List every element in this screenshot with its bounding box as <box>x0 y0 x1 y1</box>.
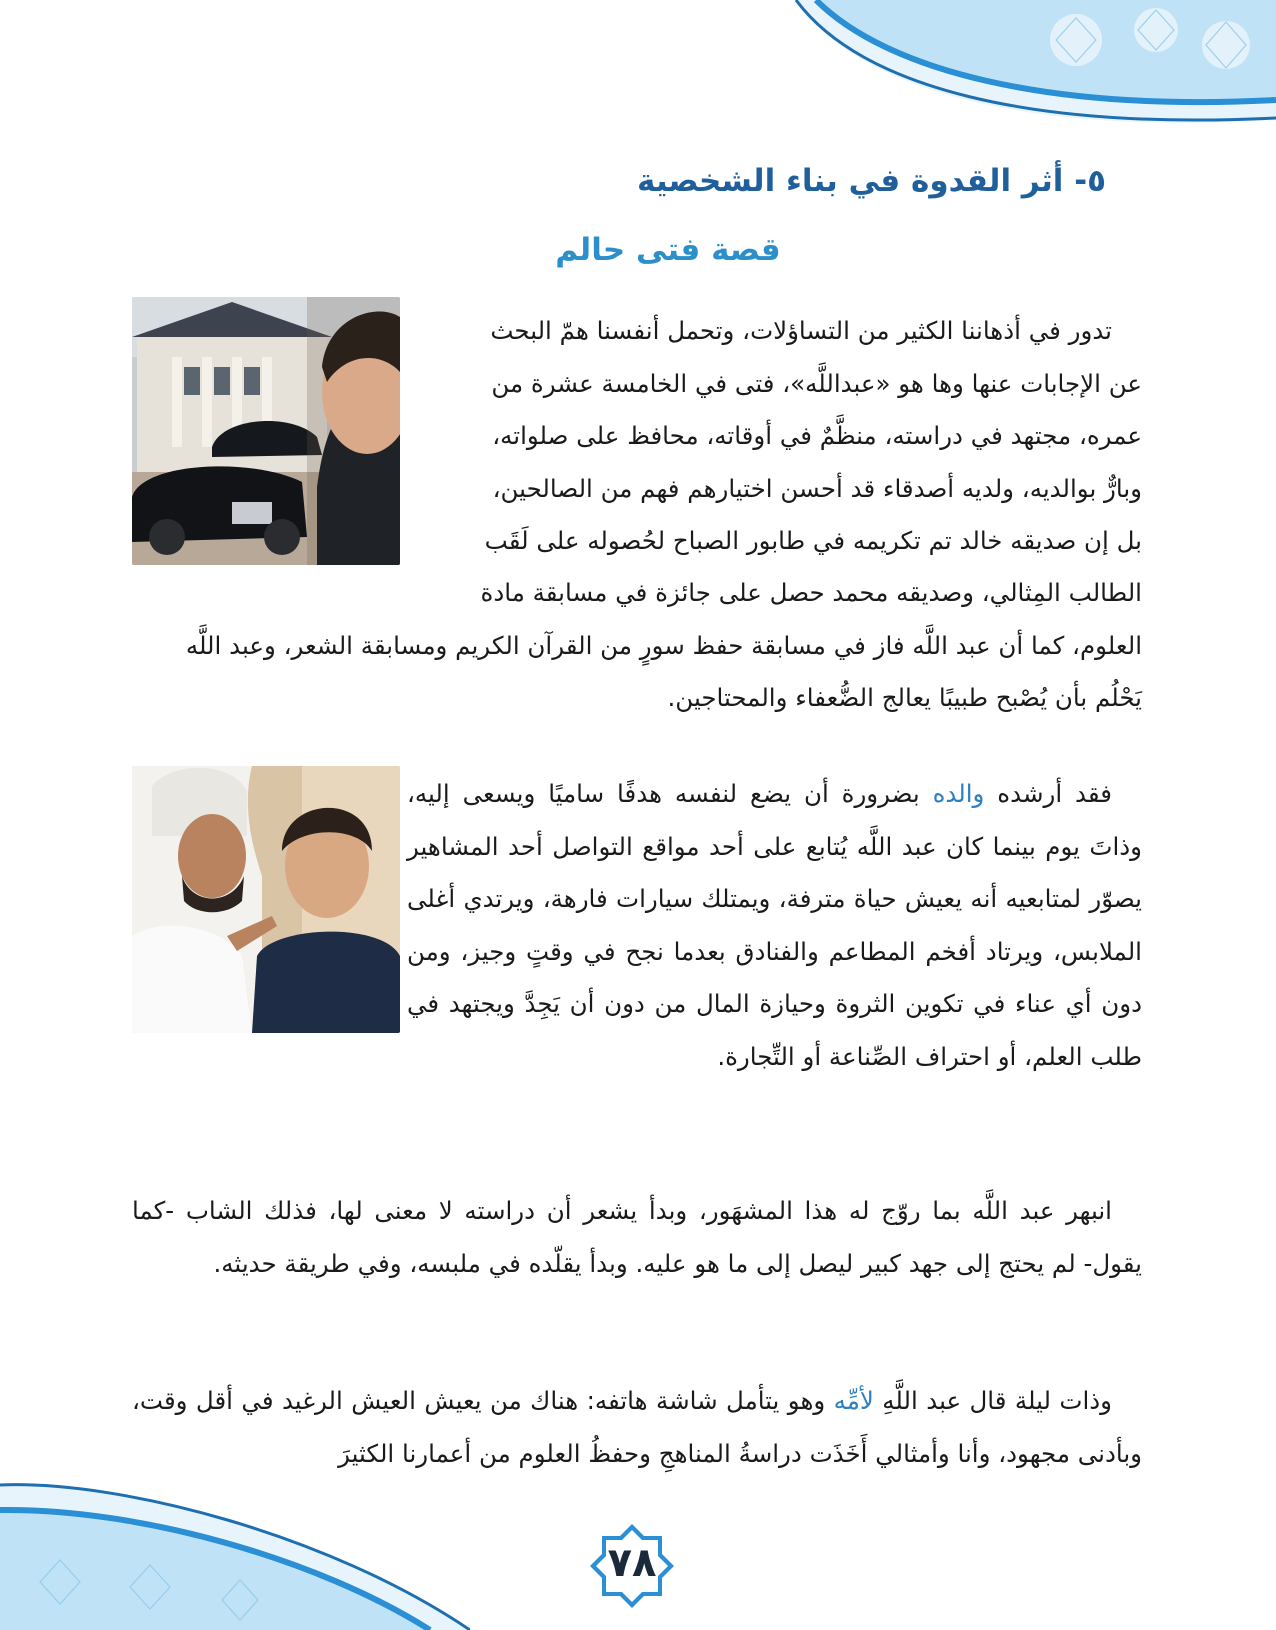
paragraph-4 <box>132 1375 1142 1480</box>
paragraph-3 <box>132 1185 1142 1290</box>
paragraph-line: وبارٌّ بوالديه، ولديه أصدقاء قد أحسن اختيارهم فهم من الصالحين، <box>492 473 1142 503</box>
photo-teen-mansion <box>132 297 400 565</box>
paragraph-line: بل إن صديقه خالد تم تكريمه في طابور الصباح لحُصوله على لَقَب <box>484 526 1142 555</box>
header-wave-decoration <box>776 0 1276 135</box>
highlight-mother: لأمِّه <box>833 1386 874 1415</box>
paragraph-1-continued <box>132 567 1142 725</box>
page-number: ٧٨ <box>607 1540 657 1586</box>
highlight-father: والده <box>932 779 985 808</box>
paragraph-line: العلوم، كما أن عبد اللَّه فاز في مسابقة حفظ سورٍ من القرآن الكريم ومسابقة الشعر، وعبد اللَّه <box>185 630 1142 660</box>
paragraph-line: الطالب المِثالي، وصديقه محمد حصل على جائزة في مسابقة مادة <box>480 578 1142 607</box>
paragraph-2-rest: بضرورة أن يضع لنفسه هدفًا ساميًا ويسعى إليه، وذاتَ يوم بينما كان عبد اللَّه يُتابع على أحد مواقع التواصل أحد المشاهير يصوّر لمتابعيه أنه يعيش حياة مترفة، ويمتلك سيارات فارهة، ويرتدي أغلى الملابس، ويرتاد أفخم المطاعم والفنادق بعدما نجح في وقتٍ وجيز، ومن دون أي عناء في تكوين الثروة وحيازة المال من دون أن يَجِدَّ ويجتهد في طلب العلم، أو احتراف الصِّناعة أو التِّجارة. <box>407 779 1142 1071</box>
paragraph-1 <box>407 305 1142 568</box>
paragraph-2 <box>407 768 1142 1083</box>
paragraph-line: عمره، مجتهد في دراسته، منظَّمٌ في أوقاته، محافظ على صلواته، <box>492 421 1142 450</box>
paragraph-4-start: وذات ليلة قال عبد اللَّهِ <box>882 1386 1112 1415</box>
photo-father-son <box>132 766 400 1033</box>
paragraph-line: عن الإجابات عنها وها هو «عبداللَّه»، فتى في الخامسة عشرة من <box>491 368 1142 398</box>
paragraph-2-start: فقد أرشده <box>997 779 1112 808</box>
paragraph-3-text: انبهر عبد اللَّه بما روّج له هذا المشهَور، وبدأ يشعر أن دراسته لا معنى لها، فذلك الشاب -كما يقول- لم يحتج إلى جهد كبير ليصل إلى ما هو عليه. وبدأ يقلّده في ملبسه، وفي طريقة حديثه. <box>132 1196 1142 1278</box>
story-title: قصة فتى حالم <box>555 232 781 268</box>
paragraph-line: تدور في أذهاننا الكثير من التساؤلات، وتحمل أنفسنا همّ البحث <box>490 316 1112 345</box>
paragraph-4-rest: وهو يتأمل شاشة هاتفه: هناك من يعيش العيش الرغيد في أقل وقت، وبأدنى مجهود، وأنا وأمثالي أَخَذَت دراسةُ المناهجِ وحفظُ العلوم من أعمارنا الكثيرَ <box>132 1386 1142 1468</box>
section-title: ٥- أثر القدوة في بناء الشخصية <box>637 163 1106 199</box>
paragraph-line: يَحْلُم بأن يُصْبح طبيبًا يعالج الضُّعفاء والمحتاجين. <box>667 683 1142 712</box>
